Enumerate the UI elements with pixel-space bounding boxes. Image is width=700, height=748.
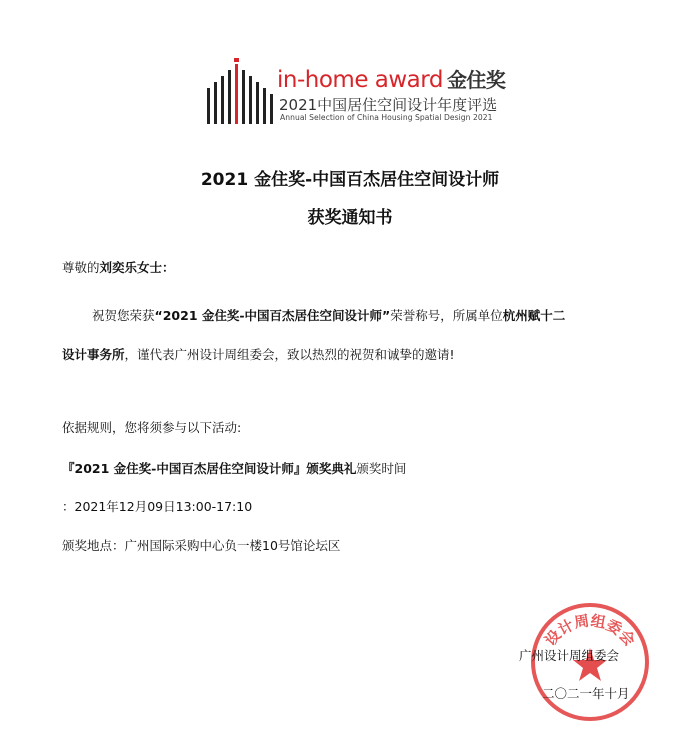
rules-text: 依据规则，您将须参与以下活动: [62,420,242,435]
ceremony-venue: 颁奖地点：广州国际采购中心负一楼10号馆论坛区 [62,538,341,553]
brand-subtitle: 2021中国居住空间设计年度评选 [279,96,498,114]
issue-date: 二〇二一年十月 [542,686,630,701]
document-subtitle: 获奖通知书 [307,208,393,228]
award-logo [207,58,507,128]
document-title: 2021 金住奖-中国百杰居住空间设计师 [200,170,500,190]
salutation: 尊敬的刘奕乐女士： [62,260,175,275]
seal-text: 设计周组委会 [541,611,639,650]
paragraph-line-2: 设计事务所，谨代表广州设计周组委会，致以热烈的祝贺和诚挚的邀请! [62,347,455,362]
organizer-name: 广州设计周组委会 [519,648,620,663]
brand-name: in-home award 金住奖 [277,67,506,93]
logo-bars-icon [207,58,277,126]
ceremony-time: ：2021年12月09日13:00-17:10 [62,499,253,514]
paragraph-line-1: 祝贺您荣获“2021 金住奖-中国百杰居住空间设计师”荣誉称号，所属单位杭州赋十二 [92,308,566,323]
ceremony-line: 『2021 金住奖-中国百杰居住空间设计师』颁奖典礼颁奖时间 [62,461,407,476]
brand-english: Annual Selection of China Housing Spatial Design 2021 [280,113,493,122]
